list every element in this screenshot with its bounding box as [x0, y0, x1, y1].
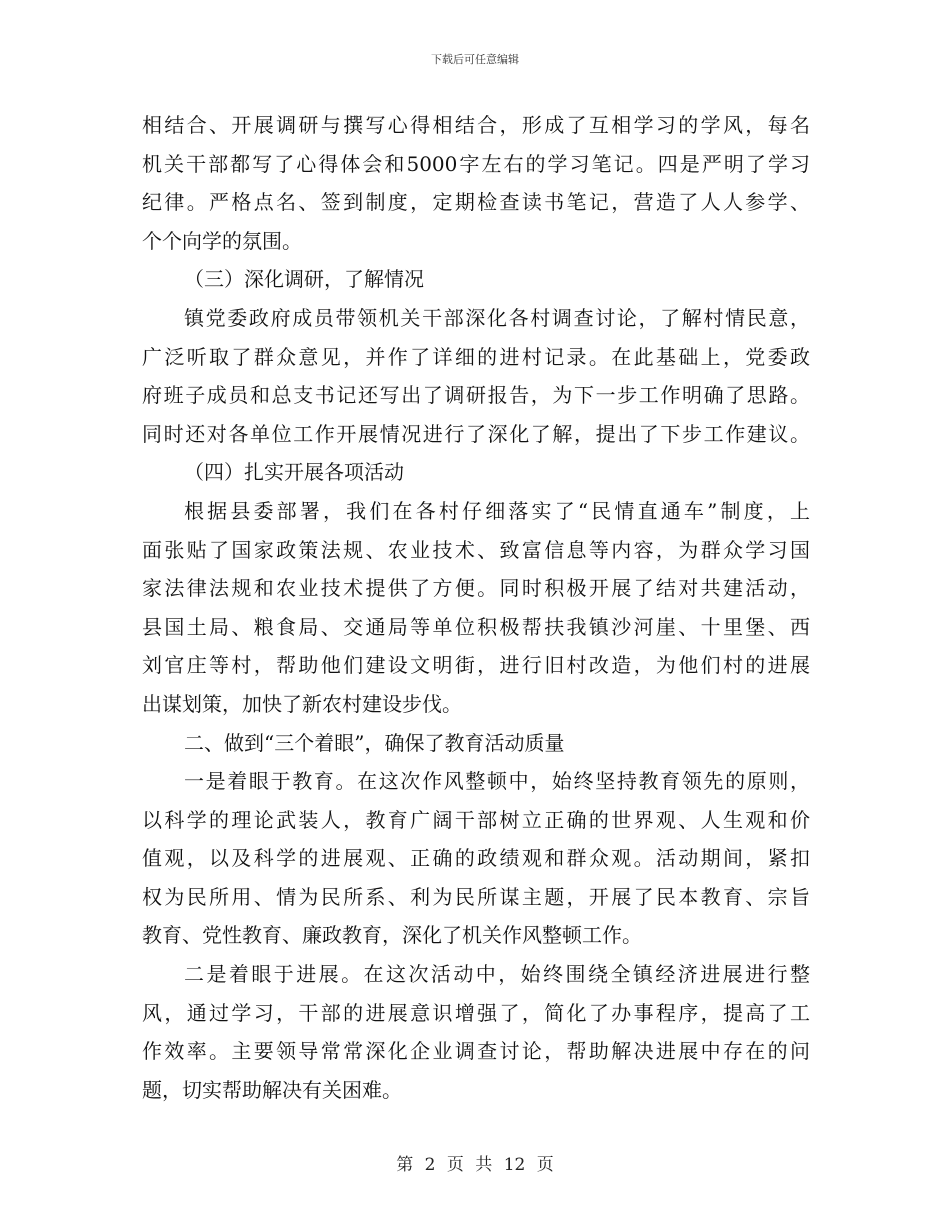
text-line: 教育、党性教育、廉政教育，深化了机关作风整顿工作。 [142, 923, 642, 948]
text-line: 值观，以及科学的进展观、正确的政绩观和群众观。活动期间，紧扣 [142, 846, 810, 871]
text-line: 以科学的理论武装人，教育广阔干部树立正确的世界观、人生观和价 [142, 807, 810, 832]
text-line: 面张贴了国家政策法规、农业技术、致富信息等内容，为群众学习国 [142, 537, 810, 562]
section-heading: （三）深化调研，了解情况 [184, 267, 424, 292]
text-line: 二是着眼于进展。在这次活动中，始终围绕全镇经济进展进行整 [184, 962, 810, 987]
text-line: 风，通过学习，干部的进展意识增强了，简化了办事程序，提高了工 [142, 1000, 810, 1025]
text-line: 同时还对各单位工作开展情况进行了深化了解，提出了下步工作建议。 [142, 421, 810, 446]
section-heading: 二、做到“三个着眼”，确保了教育活动质量 [184, 730, 565, 755]
text-line: 出谋划策，加快了新农村建设步伐。 [142, 691, 462, 716]
text-line: 纪律。严格点名、签到制度，定期检查读书笔记，营造了人人参学、 [142, 190, 810, 215]
text-line: 机关干部都写了心得体会和5000字左右的学习笔记。四是严明了学习 [142, 151, 810, 176]
section-heading: （四）扎实开展各项活动 [184, 460, 404, 485]
text-line: 个个向学的氛围。 [142, 228, 302, 253]
text-line: 题，切实帮助解决有关困难。 [142, 1077, 402, 1102]
text-line: 相结合、开展调研与撰写心得相结合，形成了互相学习的学风，每名 [142, 113, 810, 137]
text-line: 作效率。主要领导常常深化企业调查讨论，帮助解决进展中存在的问 [142, 1039, 810, 1064]
text-line: 镇党委政府成员带领机关干部深化各村调查讨论，了解村情民意， [184, 305, 810, 330]
document-body [142, 106, 810, 1109]
text-line: 一是着眼于教育。在这次作风整顿中，始终坚持教育领先的原则， [184, 769, 810, 794]
text-line: 根据县委部署，我们在各村仔细落实了“民情直通车”制度，上 [184, 498, 810, 523]
text-line: 权为民所用、情为民所系、利为民所谋主题，开展了民本教育、宗旨 [142, 884, 810, 909]
page-footer: 第 2 页 共 12 页 [396, 1155, 554, 1175]
text-line: 家法律法规和农业技术提供了方便。同时积极开展了结对共建活动， [142, 576, 810, 601]
text-line: 刘官庄等村，帮助他们建设文明街，进行旧村改造，为他们村的进展 [142, 653, 810, 678]
text-line: 广泛听取了群众意见，并作了详细的进村记录。在此基础上，党委政 [142, 344, 810, 369]
page-header: 下载后可任意编辑 [431, 53, 519, 66]
text-line: 府班子成员和总支书记还写出了调研报告，为下一步工作明确了思路。 [142, 383, 810, 408]
text-line: 县国土局、粮食局、交通局等单位积极帮扶我镇沙河崖、十里堡、西 [142, 614, 810, 639]
